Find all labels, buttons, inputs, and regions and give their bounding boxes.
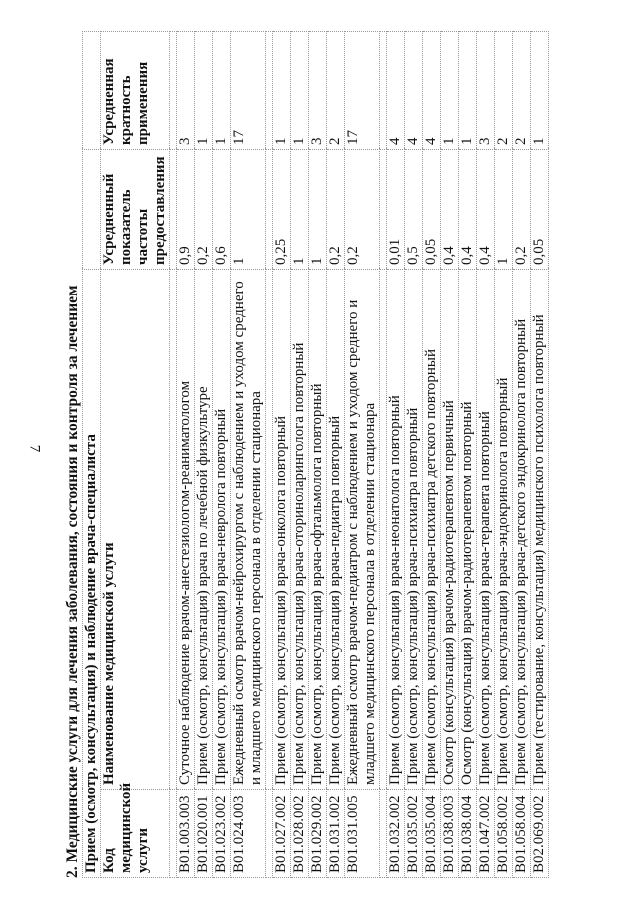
rotated-document	[64, 24, 584, 884]
cell-code: B01.031.005	[345, 790, 380, 878]
cell-name: Прием (осмотр, консультация) врача-эндокринолога повторный	[495, 269, 513, 789]
header-multiplicity: Усредненная кратность применения	[101, 31, 170, 149]
cell-multiplicity: 4	[423, 31, 441, 149]
cell-name: Прием (осмотр, консультация) врача-невролога повторный	[213, 269, 231, 789]
table-row	[291, 31, 309, 877]
cell-name: Прием (тестирование, консультация) медицинского психолога повторный	[531, 269, 549, 789]
cell-multiplicity: 3	[309, 31, 327, 149]
table-row	[327, 31, 345, 877]
cell-multiplicity: 2	[495, 31, 513, 149]
cell-name: Прием (осмотр, консультация) врача-педиатра повторный	[327, 269, 345, 789]
table-row	[387, 31, 405, 877]
cell-frequency: 0,9	[177, 149, 195, 269]
cell-code: B01.047.002	[477, 790, 495, 878]
cell-code: B01.024.003	[231, 790, 266, 878]
table-row	[531, 31, 549, 877]
cell-code: B01.023.002	[213, 790, 231, 878]
cell-multiplicity: 4	[405, 31, 423, 149]
cell-multiplicity: 3	[177, 31, 195, 149]
cell-multiplicity: 1	[213, 31, 231, 149]
cell-frequency: 0,2	[513, 149, 531, 269]
table-header-row	[101, 31, 170, 877]
cell-code: B01.020.001	[195, 790, 213, 878]
cell-name: Прием (осмотр, консультация) врача-психиатра повторный	[405, 269, 423, 789]
cell-multiplicity: 1	[291, 31, 309, 149]
table-row	[273, 31, 291, 877]
cell-name: Прием (осмотр, консультация) врача-онколога повторный	[273, 269, 291, 789]
table-subheading: Прием (осмотр, консультация) и наблюдение врача-специалиста	[83, 269, 101, 877]
cell-code: B01.031.002	[327, 790, 345, 878]
cell-frequency: 0,01	[387, 149, 405, 269]
cell-multiplicity: 1	[195, 31, 213, 149]
cell-frequency: 1	[291, 149, 309, 269]
cell-frequency: 0,05	[423, 149, 441, 269]
cell-frequency: 0,6	[213, 149, 231, 269]
cell-frequency: 1	[231, 149, 266, 269]
cell-multiplicity: 1	[273, 31, 291, 149]
table-row	[441, 31, 459, 877]
cell-multiplicity: 1	[459, 31, 477, 149]
cell-multiplicity: 2	[513, 31, 531, 149]
page-number: 7	[26, 444, 43, 453]
cell-multiplicity: 3	[477, 31, 495, 149]
cell-frequency: 0,05	[531, 149, 549, 269]
cell-code: B01.028.002	[291, 790, 309, 878]
cell-code: B01.035.002	[405, 790, 423, 878]
cell-code: B01.027.002	[273, 790, 291, 878]
header-name: Наименование медицинской услуги	[101, 269, 170, 789]
cell-frequency: 1	[495, 149, 513, 269]
cell-multiplicity: 1	[531, 31, 549, 149]
section-title: 2. Медицинские услуги для лечения заболевания, состояния и контроля за лечением	[64, 285, 81, 878]
table-row	[177, 31, 195, 877]
table-subheading-row	[83, 31, 101, 877]
header-code: Код медицинской услуги	[101, 790, 170, 878]
cell-name: Прием (осмотр, консультация) врача-терапевта повторный	[477, 269, 495, 789]
services-table	[82, 31, 549, 878]
cell-code: B01.038.004	[459, 790, 477, 878]
cell-name: Прием (осмотр, консультация) врача-офтальмолога повторный	[309, 269, 327, 789]
cell-frequency: 0,5	[405, 149, 423, 269]
cell-frequency: 0,25	[273, 149, 291, 269]
cell-multiplicity: 2	[327, 31, 345, 149]
table-row	[495, 31, 513, 877]
table-row	[309, 31, 327, 877]
cell-frequency: 0,2	[327, 149, 345, 269]
cell-code: B01.032.002	[387, 790, 405, 878]
cell-code: B01.058.002	[495, 790, 513, 878]
cell-frequency: 0,2	[195, 149, 213, 269]
cell-code: B01.003.003	[177, 790, 195, 878]
cell-name: Прием (осмотр, консультация) врача-оториноларинголога повторный	[291, 269, 309, 789]
table-row	[477, 31, 495, 877]
cell-name: Осмотр (консультация) врачом-радиотерапевтом повторный	[459, 269, 477, 789]
table-body	[170, 31, 549, 877]
cell-multiplicity: 17	[231, 31, 266, 149]
cell-frequency: 1	[309, 149, 327, 269]
cell-code: B01.058.004	[513, 790, 531, 878]
table-row	[195, 31, 213, 877]
table-row	[405, 31, 423, 877]
cell-multiplicity: 4	[387, 31, 405, 149]
cell-name: Прием (осмотр, консультация) врача-неонатолога повторный	[387, 269, 405, 789]
cell-name: Ежедневный осмотр врачом-педиатром с наблюдением и уходом среднего и младшего медицинского персонала в отделении стационара	[345, 269, 380, 789]
cell-frequency: 0,4	[477, 149, 495, 269]
table-row	[231, 31, 266, 877]
cell-name: Прием (осмотр, консультация) врача по лечебной физкультуре	[195, 269, 213, 789]
cell-name: Ежедневный осмотр врачом-нейрохирургом с наблюдением и уходом среднего и младшего медицинского персонала в отделении стационара	[231, 269, 266, 789]
cell-name: Прием (осмотр, консультация) врача-психиатра детского повторный	[423, 269, 441, 789]
table-row	[345, 31, 380, 877]
table-row	[459, 31, 477, 877]
cell-code: B01.029.002	[309, 790, 327, 878]
cell-code: B02.069.002	[531, 790, 549, 878]
table-row	[513, 31, 531, 877]
cell-multiplicity: 1	[441, 31, 459, 149]
cell-frequency: 0,2	[345, 149, 380, 269]
cell-name: Осмотр (консультация) врачом-радиотерапевтом первичный	[441, 269, 459, 789]
cell-code: B01.035.004	[423, 790, 441, 878]
header-frequency: Усредненный показатель частоты предоставления	[101, 149, 170, 269]
cell-name: Суточное наблюдение врачом-анестезиологом-реаниматологом	[177, 269, 195, 789]
table-row	[213, 31, 231, 877]
cell-frequency: 0,4	[459, 149, 477, 269]
cell-frequency: 0,4	[441, 149, 459, 269]
cell-name: Прием (осмотр, консультация) врача-детского эндокринолога повторный	[513, 269, 531, 789]
cell-multiplicity: 17	[345, 31, 380, 149]
table-row	[423, 31, 441, 877]
cell-code: B01.038.003	[441, 790, 459, 878]
